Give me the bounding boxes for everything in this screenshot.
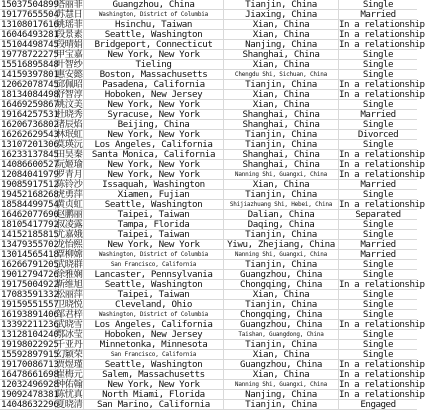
residence-cell[interactable]: Shanghai, China: [224, 50, 339, 59]
residence-cell[interactable]: Xian, China: [224, 90, 339, 99]
residence-cell[interactable]: Chongqing, China: [224, 280, 339, 289]
phone-cell[interactable]: 16462077690: [1, 209, 59, 220]
phone-cell[interactable]: 16233137845: [1, 149, 59, 160]
hometown-cell[interactable]: Hsinchu, Taiwan: [84, 20, 224, 29]
residence-cell[interactable]: Guangzhou, China: [224, 320, 339, 329]
name-cell[interactable]: 罗青月: [56, 169, 83, 180]
name-cell[interactable]: 黄贞虹: [56, 199, 83, 210]
name-cell[interactable]: 段晴娟: [56, 39, 83, 50]
name-cell[interactable]: 叶智纱: [56, 59, 83, 70]
residence-cell[interactable]: Shanghai, China: [224, 150, 339, 159]
residence-cell[interactable]: Nanjing, China: [224, 40, 339, 49]
name-cell[interactable]: 诸辰焰: [56, 119, 83, 130]
name-cell[interactable]: 段景素: [56, 29, 83, 40]
phone-cell[interactable]: 13392211236: [1, 319, 59, 330]
hometown-cell[interactable]: New York, New York: [84, 50, 224, 59]
phone-cell[interactable]: 19452168268: [1, 189, 59, 200]
hometown-cell[interactable]: Tampa, Florida: [84, 220, 224, 229]
relationship-status-cell[interactable]: Married: [360, 239, 396, 250]
name-cell[interactable]: 贾煜瑾: [56, 359, 83, 370]
relationship-status-cell[interactable]: Single: [362, 59, 394, 70]
phone-cell[interactable]: 19177655504: [1, 9, 59, 20]
phone-cell[interactable]: 13107201306: [1, 139, 59, 150]
relationship-status-cell[interactable]: In a relationship: [339, 389, 425, 400]
phone-cell[interactable]: 19159551557: [1, 299, 59, 310]
relationship-status-cell[interactable]: Engaged: [360, 399, 396, 410]
hometown-cell[interactable]: New York, New York: [84, 100, 224, 109]
phone-cell[interactable]: 16266791205: [1, 259, 59, 270]
phone-cell[interactable]: 16262629543: [1, 129, 59, 140]
relationship-status-cell[interactable]: Married: [360, 249, 396, 260]
hometown-cell[interactable]: Xiamen, Fujian: [84, 190, 224, 199]
residence-cell[interactable]: Tianjin, China: [224, 340, 339, 349]
residence-cell[interactable]: Xian, China: [224, 30, 339, 39]
phone-cell[interactable]: 19164257531: [1, 109, 59, 120]
name-cell[interactable]: 莫瑛沅: [56, 139, 83, 150]
name-cell[interactable]: 尤嘉娥: [56, 229, 83, 240]
phone-cell[interactable]: 12084041979: [1, 169, 59, 180]
residence-cell[interactable]: Xian, China: [224, 180, 339, 189]
relationship-status-cell[interactable]: In a relationship: [339, 359, 425, 370]
name-cell[interactable]: 松丽萍: [56, 289, 83, 300]
relationship-status-cell[interactable]: In a relationship: [339, 169, 425, 180]
relationship-status-cell[interactable]: Divorced: [357, 129, 399, 140]
hometown-cell[interactable]: Guangzhou, China: [84, 0, 224, 9]
phone-cell[interactable]: 19198022925: [1, 339, 59, 350]
relationship-status-cell[interactable]: Single: [362, 189, 394, 200]
phone-cell[interactable]: 18584499754: [1, 199, 59, 210]
residence-cell[interactable]: Guangzhou, China: [224, 360, 339, 369]
name-cell[interactable]: 姚汶美: [56, 99, 83, 110]
hometown-cell[interactable]: Washington, District of Columbia: [84, 250, 224, 259]
phone-cell[interactable]: 13479355702: [1, 239, 59, 250]
name-cell[interactable]: 崔梅元: [56, 369, 83, 380]
residence-cell[interactable]: Nanning Shi, Guangxi, China: [224, 250, 339, 259]
phone-cell[interactable]: 19175004922: [1, 279, 59, 290]
hometown-cell[interactable]: Taipei, Taiwan: [84, 290, 224, 299]
name-cell[interactable]: 苏慧日: [56, 9, 83, 20]
name-cell[interactable]: 龙怡熙: [56, 239, 83, 250]
phone-cell[interactable]: 13108017616: [1, 19, 59, 30]
phone-cell[interactable]: 16469259867: [1, 99, 59, 110]
residence-cell[interactable]: Nanjing, China: [224, 390, 339, 399]
hometown-cell[interactable]: New York, New York: [84, 240, 224, 249]
relationship-status-cell[interactable]: Single: [362, 0, 394, 10]
name-cell[interactable]: 千亚丹: [56, 339, 83, 350]
name-cell[interactable]: 甲宝嘉: [56, 49, 83, 60]
name-cell[interactable]: 叔凌露: [56, 219, 83, 230]
hometown-cell[interactable]: Issaquah, Washington: [84, 180, 224, 189]
name-cell[interactable]: 杜晓秀: [56, 109, 83, 120]
name-cell[interactable]: 姚瑶菲: [56, 19, 83, 30]
residence-cell[interactable]: Xian, China: [224, 20, 339, 29]
relationship-status-cell[interactable]: Single: [362, 119, 394, 130]
relationship-status-cell[interactable]: Single: [362, 69, 394, 80]
residence-cell[interactable]: Yiwu, Zhejiang, China: [224, 240, 339, 249]
residence-cell[interactable]: Tianjin, China: [224, 260, 339, 269]
hometown-cell[interactable]: Syracuse, New York: [84, 110, 224, 119]
phone-cell[interactable]: 15516895848: [1, 59, 59, 70]
name-cell[interactable]: 夏晓清: [56, 399, 83, 410]
relationship-status-cell[interactable]: Single: [362, 339, 394, 350]
residence-cell[interactable]: Dalian, China: [224, 210, 339, 219]
hometown-cell[interactable]: Seattle, Washington: [84, 200, 224, 209]
name-cell[interactable]: 靳维旭: [56, 279, 83, 290]
relationship-status-cell[interactable]: In a relationship: [339, 19, 425, 30]
name-cell[interactable]: 钟佑翰: [56, 379, 83, 390]
residence-cell[interactable]: Nanning Shi, Guangxi, China: [224, 170, 339, 179]
relationship-status-cell[interactable]: Single: [362, 219, 394, 230]
phone-cell[interactable]: 19778722275: [1, 49, 59, 60]
name-cell[interactable]: 鄂冰莹: [56, 329, 83, 340]
hometown-cell[interactable]: Minnetonka, Minnesota: [84, 340, 224, 349]
relationship-status-cell[interactable]: Single: [362, 309, 394, 320]
hometown-cell[interactable]: San Francisco, California: [84, 350, 224, 359]
phone-cell[interactable]: 17083591332: [1, 289, 59, 300]
relationship-status-cell[interactable]: Single: [362, 299, 394, 310]
relationship-status-cell[interactable]: Single: [362, 259, 394, 270]
hometown-cell[interactable]: Seattle, Washington: [84, 280, 224, 289]
relationship-status-cell[interactable]: Single: [362, 269, 394, 280]
residence-cell[interactable]: Taishan, Guangdong, China: [224, 330, 339, 339]
residence-cell[interactable]: Tianjin, China: [224, 80, 339, 89]
residence-cell[interactable]: Guangzhou, China: [224, 270, 339, 279]
phone-cell[interactable]: 14152185815: [1, 229, 59, 240]
residence-cell[interactable]: Shanghai, China: [224, 110, 339, 119]
relationship-status-cell[interactable]: In a relationship: [339, 29, 425, 40]
name-cell[interactable]: 虎勇萍: [56, 189, 83, 200]
name-cell[interactable]: 武晓雪: [56, 319, 83, 330]
phone-cell[interactable]: 19085917512: [1, 179, 59, 190]
hometown-cell[interactable]: Seattle, Washington: [84, 360, 224, 369]
hometown-cell[interactable]: New York, New York: [84, 160, 224, 169]
phone-cell[interactable]: 19170086713: [1, 359, 59, 370]
name-cell[interactable]: 武晓群: [56, 259, 83, 270]
relationship-status-cell[interactable]: Single: [362, 229, 394, 240]
phone-cell[interactable]: 14159397801: [1, 69, 59, 80]
phone-cell[interactable]: 15592897915: [1, 349, 59, 360]
hometown-cell[interactable]: San Francisco, California: [84, 260, 224, 269]
name-cell[interactable]: 覃柳嫦: [56, 249, 83, 260]
residence-cell[interactable]: Tianjin, China: [224, 300, 339, 309]
hometown-cell[interactable]: Hoboken, New Jersey: [84, 90, 224, 99]
hometown-cell[interactable]: Hoboken, New Jersey: [84, 330, 224, 339]
relationship-status-cell[interactable]: In a relationship: [339, 39, 425, 50]
residence-cell[interactable]: Jiaxing, China: [224, 10, 339, 19]
hometown-cell[interactable]: Los Angeles, California: [84, 140, 224, 149]
name-cell[interactable]: 赵鹏丽: [56, 209, 83, 220]
hometown-cell[interactable]: North Miami, Florida: [84, 390, 224, 399]
relationship-status-cell[interactable]: Single: [362, 349, 394, 360]
phone-cell[interactable]: 14048632296: [1, 399, 59, 410]
phone-cell[interactable]: 16193891406: [1, 309, 59, 320]
residence-cell[interactable]: Tianjin, China: [224, 230, 339, 239]
hometown-cell[interactable]: Santa Monica, California: [84, 150, 224, 159]
hometown-cell[interactable]: Los Angeles, California: [84, 320, 224, 329]
relationship-status-cell[interactable]: Single: [362, 49, 394, 60]
phone-cell[interactable]: 13128104240: [1, 329, 59, 340]
residence-cell[interactable]: Xian, China: [224, 60, 339, 69]
name-cell[interactable]: 陈忧真: [56, 389, 83, 400]
relationship-status-cell[interactable]: In a relationship: [339, 279, 425, 290]
hometown-cell[interactable]: Pasadena, California: [84, 80, 224, 89]
phone-cell[interactable]: 19012794726: [1, 269, 59, 280]
name-cell[interactable]: 田昊秦: [56, 149, 83, 160]
relationship-status-cell[interactable]: Single: [362, 289, 394, 300]
residence-cell[interactable]: Tianjin, China: [224, 0, 339, 9]
phone-cell[interactable]: 18105417792: [1, 219, 59, 230]
hometown-cell[interactable]: Cleveland, Ohio: [84, 300, 224, 309]
hometown-cell[interactable]: New York, New York: [84, 170, 224, 179]
residence-cell[interactable]: Xian, China: [224, 100, 339, 109]
residence-cell[interactable]: Xian, China: [224, 290, 339, 299]
hometown-cell[interactable]: Lancaster, Pennsylvania: [84, 270, 224, 279]
phone-cell[interactable]: 19092478381: [1, 389, 59, 400]
relationship-status-cell[interactable]: In a relationship: [339, 149, 425, 160]
relationship-status-cell[interactable]: Married: [360, 109, 396, 120]
relationship-status-cell[interactable]: In a relationship: [339, 369, 425, 380]
residence-cell[interactable]: Shanghai, China: [224, 120, 339, 129]
relationship-status-cell[interactable]: Separated: [355, 209, 401, 220]
hometown-cell[interactable]: Tieling: [84, 60, 224, 69]
residence-cell[interactable]: Tianjin, China: [224, 400, 339, 409]
phone-cell[interactable]: 13014565418: [1, 249, 59, 260]
phone-cell[interactable]: 16206736802: [1, 119, 59, 130]
hometown-cell[interactable]: New York, New York: [84, 380, 224, 389]
phone-cell[interactable]: 12062078745: [1, 79, 59, 90]
name-cell[interactable]: 阮姬瑜: [56, 159, 83, 170]
phone-cell[interactable]: 14086600527: [1, 159, 59, 170]
phone-cell[interactable]: 15037504899: [1, 0, 59, 10]
hometown-cell[interactable]: Boston, Massachusetts: [84, 70, 224, 79]
name-cell[interactable]: 惠安懿: [56, 69, 83, 80]
phone-cell[interactable]: 16046493281: [1, 29, 59, 40]
relationship-status-cell[interactable]: In a relationship: [339, 379, 425, 390]
hometown-cell[interactable]: Salem, Massachusetts: [84, 370, 224, 379]
residence-cell[interactable]: Shijiazhuang Shi, Hebei, China: [224, 200, 339, 209]
hometown-cell[interactable]: San Marino, California: [84, 400, 224, 409]
hometown-cell[interactable]: Washington, District of Columbia: [84, 310, 224, 319]
name-cell[interactable]: 舒智淳: [56, 89, 83, 100]
residence-cell[interactable]: Tianjin, China: [224, 130, 339, 139]
name-cell[interactable]: 徐雅娴: [56, 269, 83, 280]
relationship-status-cell[interactable]: In a relationship: [339, 199, 425, 210]
hometown-cell[interactable]: Taipei, Taiwan: [84, 230, 224, 239]
residence-cell[interactable]: Tianjin, China: [224, 190, 339, 199]
hometown-cell[interactable]: Beijing, China: [84, 120, 224, 129]
relationship-status-cell[interactable]: Married: [360, 179, 396, 190]
residence-cell[interactable]: Chongqing, China: [224, 310, 339, 319]
relationship-status-cell[interactable]: In a relationship: [339, 159, 425, 170]
name-cell[interactable]: 邹君梓: [56, 309, 83, 320]
name-cell[interactable]: 陈铃沙: [56, 179, 83, 190]
residence-cell[interactable]: Daqing, China: [224, 220, 339, 229]
phone-cell[interactable]: 12032496928: [1, 379, 59, 390]
name-cell[interactable]: 邱佩昭: [56, 79, 83, 90]
residence-cell[interactable]: Xian, China: [224, 350, 339, 359]
hometown-cell[interactable]: New York, New York: [84, 130, 224, 139]
residence-cell[interactable]: Xian, China: [224, 370, 339, 379]
hometown-cell[interactable]: Bridgeport, Connecticut: [84, 40, 224, 49]
relationship-status-cell[interactable]: In a relationship: [339, 89, 425, 100]
hometown-cell[interactable]: Washington, District of Columbia: [84, 10, 224, 19]
phone-cell[interactable]: 18134084498: [1, 89, 59, 100]
relationship-status-cell[interactable]: Single: [362, 139, 394, 150]
phone-cell[interactable]: 15104498745: [1, 39, 59, 50]
name-cell[interactable]: 林珉虹: [56, 129, 83, 140]
relationship-status-cell[interactable]: In a relationship: [339, 79, 425, 90]
residence-cell[interactable]: Shanghai, China: [224, 160, 339, 169]
relationship-status-cell[interactable]: Married: [360, 9, 396, 20]
relationship-status-cell[interactable]: Single: [362, 99, 394, 110]
name-cell[interactable]: 卫晓悦: [56, 299, 83, 310]
hometown-cell[interactable]: Seattle, Washington: [84, 30, 224, 39]
name-cell[interactable]: 幻颖荣: [56, 349, 83, 360]
table-row[interactable]: [0, 400, 417, 410]
hometown-cell[interactable]: Taipei, Taiwan: [84, 210, 224, 219]
name-cell[interactable]: 塔丽菲: [56, 0, 83, 10]
residence-cell[interactable]: Tianjin, China: [224, 140, 339, 149]
phone-cell[interactable]: 16478661698: [1, 369, 59, 380]
residence-cell[interactable]: Nanning Shi, Guangxi, China: [224, 380, 339, 389]
relationship-status-cell[interactable]: In a relationship: [339, 319, 425, 330]
relationship-status-cell[interactable]: Single: [362, 329, 394, 340]
residence-cell[interactable]: Chengdu Shi, Sichuan, China: [224, 70, 339, 79]
